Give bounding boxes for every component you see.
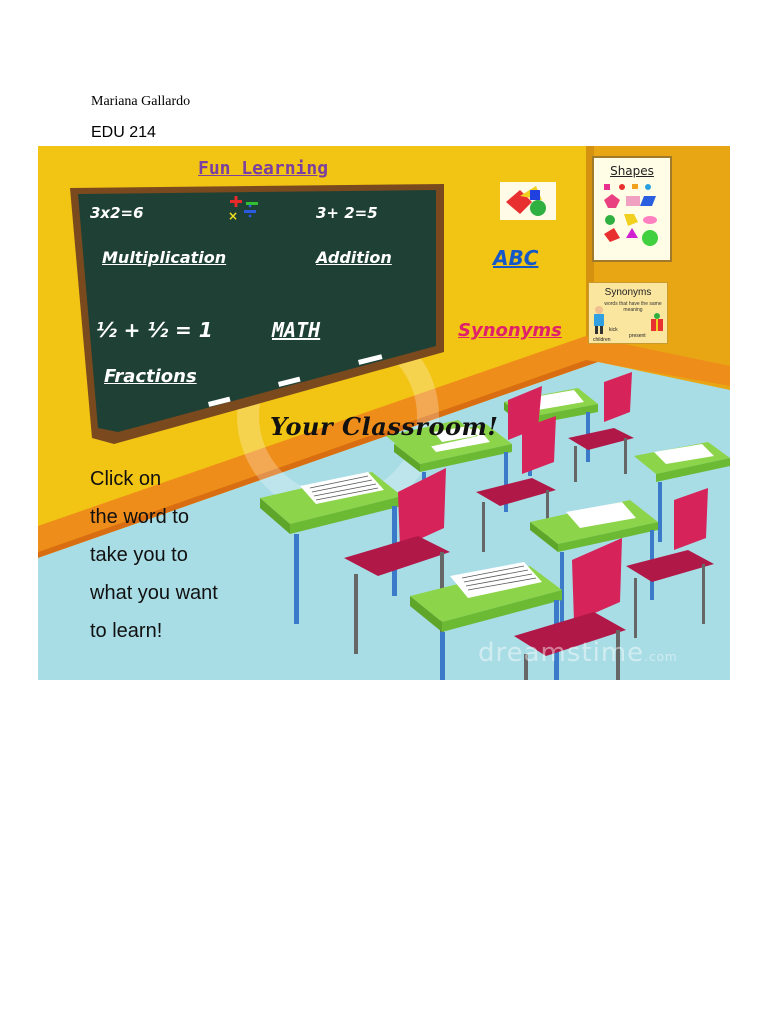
svg-text:×: × — [228, 209, 239, 223]
your-classroom-banner: Your Classroom! — [270, 412, 499, 441]
synonyms-card[interactable] — [588, 282, 668, 344]
instructions-text — [90, 460, 290, 650]
synonyms-word-children: children — [593, 337, 611, 343]
watermark-text: dreamstime — [478, 638, 645, 668]
synonyms-word-present: present — [629, 333, 646, 339]
children-icon — [591, 305, 607, 335]
abc-link[interactable]: ABC — [493, 246, 539, 270]
instruction-line: take you to — [90, 544, 188, 566]
instruction-line: Click on — [90, 468, 162, 490]
shapes-card-title: Shapes — [610, 164, 654, 178]
synonyms-word-kick: kick — [609, 327, 618, 333]
present-icon — [649, 311, 665, 337]
shapes-icon — [600, 182, 664, 254]
add-equation: 3+ 2=5 — [316, 204, 378, 222]
math-link[interactable]: MATH — [272, 318, 321, 342]
course-code: EDU 214 — [91, 124, 156, 141]
fun-learning-title[interactable]: Fun Learning — [198, 158, 329, 179]
fractions-link[interactable]: Fractions — [104, 366, 197, 387]
synonyms-link[interactable]: Synonyms — [458, 320, 562, 341]
fraction-equation: ½ + ½ = 1 — [96, 318, 213, 342]
instruction-line: to learn! — [90, 620, 163, 642]
author-name: Mariana Gallardo — [91, 94, 191, 109]
classroom-scene — [38, 146, 730, 680]
synonyms-card-title: Synonyms — [604, 287, 652, 298]
synonyms-card-subtitle: words that have the same meaning — [604, 301, 662, 313]
addition-link[interactable]: Addition — [316, 248, 392, 267]
multiplication-link[interactable]: Multiplication — [102, 248, 227, 267]
instruction-line: the word to — [90, 506, 189, 528]
multiply-equation: 3x2=6 — [90, 204, 144, 222]
shapes-card[interactable] — [592, 156, 672, 262]
watermark-suffix: .com — [644, 650, 678, 664]
instruction-line: what you want — [90, 582, 218, 604]
watermark — [478, 638, 678, 668]
